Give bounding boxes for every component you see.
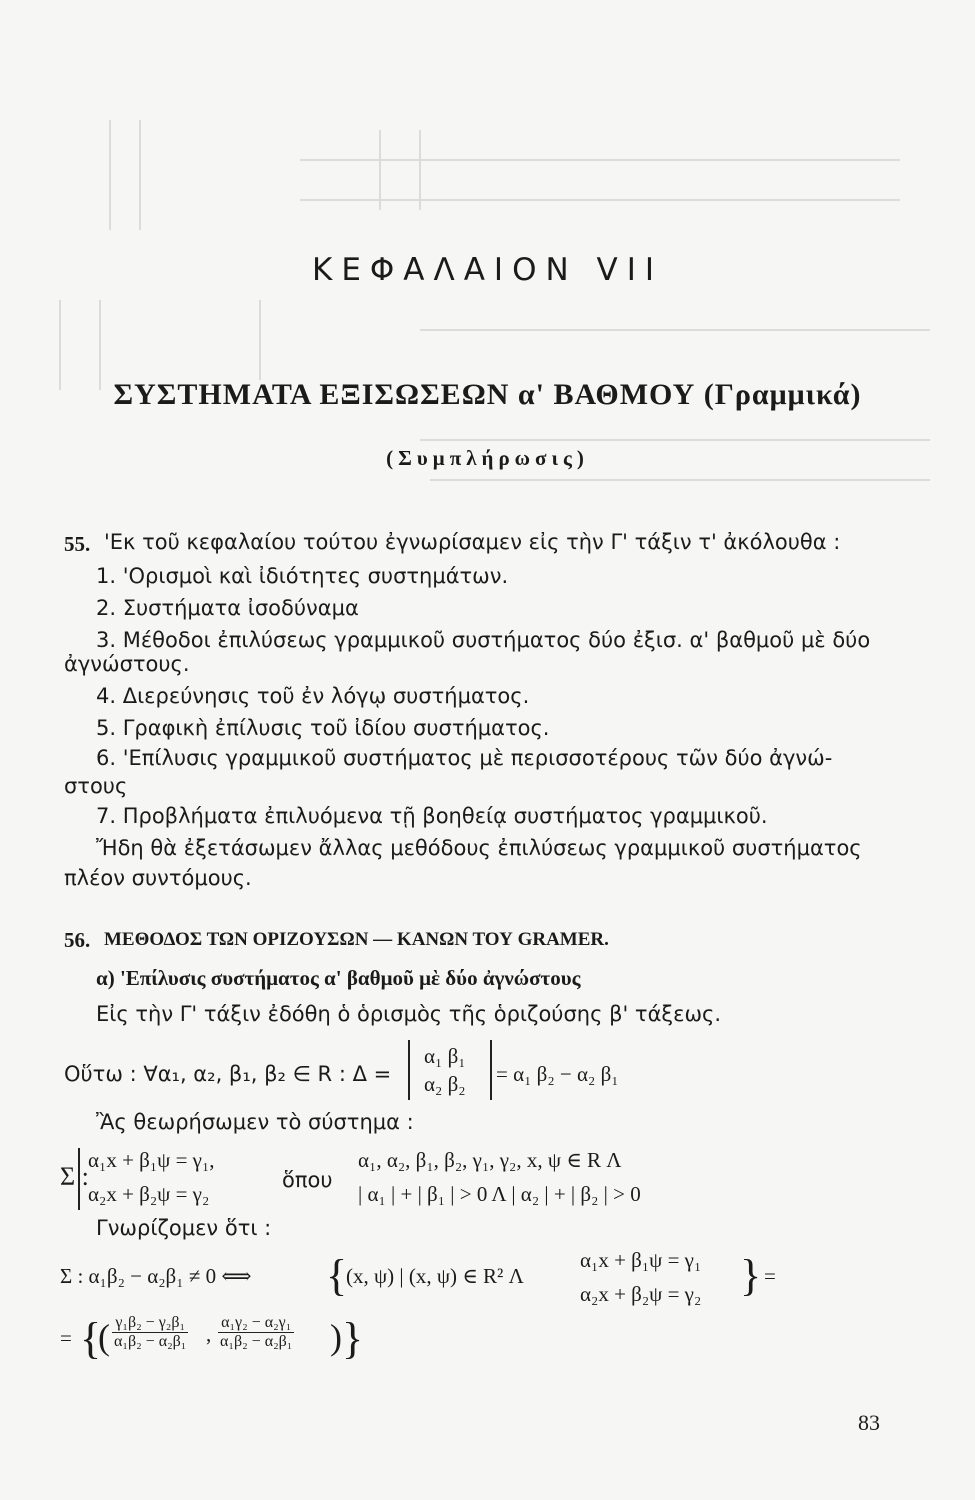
list-item-continuation: στους (64, 774, 128, 798)
solution-x-fraction (112, 1314, 188, 1351)
solution-close-paren: ) (330, 1317, 342, 1357)
paragraph: Εἰς τὴν Γ' τάξιν ἐδόθη ὁ ὁρισμὸς τῆς ὁριζούσης β' τάξεως. (96, 1002, 722, 1026)
list-item: 2. Συστήματα ἰσοδύναμα (96, 596, 359, 620)
system-condition: α₁, α₂, β₁, β₂, γ₁, γ₂, x, ψ ∈ R Λ (358, 1148, 622, 1172)
system-brace (78, 1148, 80, 1210)
solution-x-denominator: α₁β₂ − α₂β₁ (114, 1333, 187, 1350)
solution-comma: , (206, 1322, 212, 1346)
solution-open-brace: { (80, 1314, 102, 1363)
list-item: 3. Μέθοδοι ἐπιλύσεως γραμμικοῦ συστήματος δύο ἐξισ. α' βαθμοῦ μὲ δύο (96, 628, 871, 652)
solution-equals: = (60, 1326, 72, 1350)
solution-x-numerator: γ₁β₂ − γ₂β₁ (112, 1314, 188, 1333)
solution-y-numerator: α₁γ₂ − α₂γ₁ (218, 1314, 294, 1333)
list-item: 5. Γραφικὴ ἐπίλυσις τοῦ ἰδίου συστήματος. (96, 716, 550, 740)
closing-text: Ἤδη θὰ ἐξετάσωμεν ἄλλας μεθόδους ἐπιλύσεως γραμμικοῦ συστήματος (96, 836, 862, 860)
solution-open-paren: ( (98, 1317, 110, 1357)
system-condition: | α₁ | + | β₁ | > 0 Λ | α₂ | + | β₂ | > 0 (358, 1182, 641, 1206)
list-item: 4. Διερεύνησις τοῦ ἐν λόγῳ συστήματος. (96, 684, 530, 708)
section-55-number: 55. (64, 532, 91, 556)
equals-sign: = (764, 1264, 776, 1288)
set-close-brace: } (740, 1251, 762, 1300)
where-label: ὅπου (282, 1168, 333, 1192)
set-open-brace: { (326, 1251, 348, 1300)
solution-close-brace: } (342, 1314, 364, 1363)
determinant-result: = α₁ β₂ − α₂ β₁ (496, 1062, 619, 1086)
solution-x (112, 1314, 188, 1351)
solution-y (218, 1314, 294, 1351)
set-equation: α₁x + β₁ψ = γ₁ (580, 1248, 702, 1272)
chapter-subtitle: (Συμπλήρωσις) (386, 446, 589, 470)
determinant-matrix (408, 1040, 492, 1100)
set-condition: (x, ψ) | (x, ψ) ∈ R² Λ (346, 1264, 524, 1288)
chapter-heading: ΚΕΦΑΛΑΙΟΝ VII (311, 252, 663, 288)
solution-y-fraction (218, 1314, 294, 1351)
set-equation: α₂x + β₂ψ = γ₂ (580, 1282, 702, 1306)
system-equation: α₁x + β₁ψ = γ₁, (88, 1148, 215, 1172)
solution-y-denominator: α₁β₂ − α₂β₁ (220, 1333, 293, 1350)
determinant-row: α₁ β₁ (424, 1044, 466, 1068)
list-item: 1. 'Ορισμοὶ καὶ ἰδιότητες συστημάτων. (96, 564, 509, 588)
section-56-heading: ΜΕΘΟΔΟΣ ΤΩΝ ΟΡΙΖΟΥΣΩΝ — ΚΑΝΩΝ ΤΟΥ GRAMER. (104, 929, 609, 950)
list-item: 6. 'Επίλυσις γραμμικοῦ συστήματος μὲ περισσοτέρους τῶν δύο ἀγνώ- (96, 746, 833, 770)
paragraph: Ἂς θεωρήσωμεν τὸ σύστημα : (96, 1110, 414, 1134)
chapter-title: ΣΥΣΤΗΜΑΤΑ ΕΞΙΣΩΣΕΩΝ α' ΒΑΘΜΟΥ (Γραμμικά) (113, 378, 862, 411)
system-equation: α₂x + β₂ψ = γ₂ (88, 1182, 210, 1206)
closing-text-continuation: πλέον συντόμους. (64, 866, 252, 890)
paragraph: Γνωρίζομεν ὅτι : (96, 1216, 272, 1240)
list-item-continuation: ἀγνώστους. (64, 652, 190, 676)
page-number: 83 (858, 1410, 880, 1435)
implication-left: Σ : α₁β₂ − α₂β₁ ≠ 0 ⟺ (60, 1264, 252, 1288)
section-55-intro: 'Εκ τοῦ κεφαλαίου τούτου ἐγνωρίσαμεν εἰς τὴν Γ' τάξιν τ' ἀκόλουθα : (104, 530, 841, 554)
section-56-subheading: α) 'Επίλυσις συστήματος α' βαθμοῦ μὲ δύο ἀγνώστους (96, 966, 581, 990)
section-56-number: 56. (64, 928, 91, 952)
list-item: 7. Προβλήματα ἐπιλυόμενα τῇ βοηθείᾳ συστήματος γραμμικοῦ. (96, 804, 768, 828)
determinant-row: α₂ β₂ (424, 1072, 466, 1096)
system-label: Σ : (60, 1162, 89, 1191)
determinant-definition: Οὕτω : ∀α₁, α₂, β₁, β₂ ∈ R : Δ = (64, 1062, 392, 1086)
